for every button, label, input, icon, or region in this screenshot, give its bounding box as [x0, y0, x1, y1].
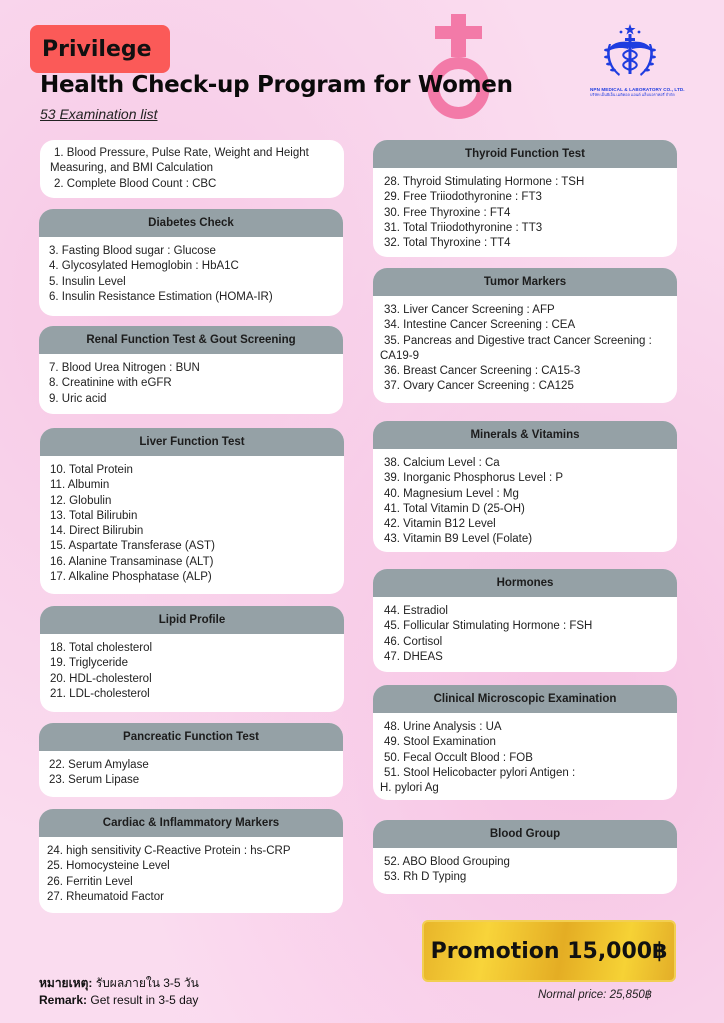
list-item: 39. Inorganic Phosphorus Level : P — [384, 472, 564, 485]
list-item: 23. Serum Lipase — [49, 774, 140, 787]
list-item: 45. Follicular Stimulating Hormone : FSH — [384, 620, 593, 633]
section-minerals — [373, 421, 677, 552]
list-item: CA19-9 — [380, 349, 419, 362]
list-item: 21. LDL-cholesterol — [50, 687, 150, 700]
remark-english-text: Get result in 3-5 day — [87, 993, 199, 1007]
section-lipid — [40, 606, 344, 712]
remark-thai-label: หมายเหตุ: — [39, 976, 93, 990]
section-pancreatic — [39, 723, 343, 797]
section-title: Clinical Microscopic Examination — [373, 685, 677, 713]
basic-exam-card — [40, 140, 344, 198]
list-item: 35. Pancreas and Digestive tract Cancer Screening : — [384, 334, 652, 347]
list-item: 41. Total Vitamin D (25-OH) — [384, 502, 525, 515]
list-item: 49. Stool Examination — [384, 736, 496, 749]
logo-company-name: NPN MEDICAL & LABORATORY CO., LTD. — [590, 87, 685, 92]
list-item: 18. Total cholesterol — [50, 642, 153, 654]
list-item: 12. Globulin — [50, 494, 112, 507]
list-item: 28. Thyroid Stimulating Hormone : TSH — [384, 176, 585, 188]
section-title: Pancreatic Function Test — [39, 723, 343, 751]
section-title: Tumor Markers — [373, 268, 677, 296]
list-item: 51. Stool Helicobacter pylori Antigen : — [384, 766, 576, 779]
privilege-badge — [30, 25, 170, 73]
list-item: 2. Complete Blood Count : CBC — [54, 177, 217, 190]
list-item: 24. high sensitivity C-Reactive Protein : hs-CRP — [47, 845, 291, 857]
list-item: 38. Calcium Level : Ca — [384, 457, 500, 469]
list-item: 30. Free Thyroxine : FT4 — [384, 206, 511, 219]
section-title: Lipid Profile — [40, 606, 344, 634]
privilege-label: Privilege — [42, 36, 152, 62]
list-item: 22. Serum Amylase — [49, 759, 149, 771]
section-title: Diabetes Check — [39, 209, 343, 237]
section-hormones — [373, 569, 677, 672]
list-item: 27. Rheumatoid Factor — [47, 890, 164, 903]
female-symbol-icon — [418, 12, 500, 120]
section-renal — [39, 326, 343, 414]
section-title: Renal Function Test & Gout Screening — [39, 326, 343, 354]
remark-english — [39, 992, 199, 1009]
section-liver — [40, 428, 344, 594]
section-blood-group — [373, 820, 677, 894]
section-title: Cardiac & Inflammatory Markers — [39, 809, 343, 837]
list-item: 40. Magnesium Level : Mg — [384, 487, 519, 500]
list-item: 53. Rh D Typing — [384, 871, 467, 884]
section-cardiac — [39, 809, 343, 913]
section-title: Blood Group — [373, 820, 677, 848]
list-item: 10. Total Protein — [50, 464, 133, 476]
list-item: 43. Vitamin B9 Level (Folate) — [384, 533, 533, 546]
list-item: 50. Fecal Occult Blood : FOB — [384, 751, 533, 764]
list-item: 52. ABO Blood Grouping — [384, 856, 510, 868]
list-item: H. pylori Ag — [380, 782, 439, 795]
list-item: 47. DHEAS — [384, 650, 443, 663]
list-item: 6. Insulin Resistance Estimation (HOMA-IR) — [49, 290, 273, 303]
remark — [39, 975, 199, 1009]
list-item: 20. HDL-cholesterol — [50, 672, 152, 685]
caduceus-logo-icon — [599, 22, 661, 82]
list-item: 36. Breast Cancer Screening : CA15-3 — [384, 365, 581, 378]
list-item: 17. Alkaline Phosphatase (ALP) — [50, 571, 212, 584]
list-item: 7. Blood Urea Nitrogen : BUN — [49, 362, 200, 374]
section-tumor — [373, 268, 677, 403]
remark-thai-text: รับผลภายใน 3-5 วัน — [92, 976, 199, 990]
company-logo — [590, 22, 685, 98]
list-item: 9. Uric acid — [49, 392, 107, 405]
remark-english-label: Remark: — [39, 993, 88, 1007]
section-title: Thyroid Function Test — [373, 140, 677, 168]
list-item: 46. Cortisol — [384, 635, 443, 648]
list-item: 33. Liver Cancer Screening : AFP — [384, 304, 555, 316]
logo-company-name-thai: บริษัท เอ็นพีเอ็น เมดิคอล แอนด์ แล็บบอราทอรี่ จำกัด — [590, 93, 675, 97]
remark-thai — [39, 975, 199, 992]
list-item: 11. Albumin — [50, 479, 110, 492]
list-item: 14. Direct Bilirubin — [50, 525, 144, 538]
list-item: 26. Ferritin Level — [47, 875, 133, 888]
section-diabetes — [39, 209, 343, 316]
promotion-price-badge: Promotion 15,000฿ — [422, 920, 676, 982]
section-title: Liver Function Test — [40, 428, 344, 456]
list-item: 5. Insulin Level — [49, 275, 126, 288]
list-item: 34. Intestine Cancer Screening : CEA — [384, 319, 576, 332]
exam-count-subtitle: 53 Examination list — [40, 106, 158, 122]
section-thyroid — [373, 140, 677, 257]
page-title: Health Check-up Program for Women — [40, 72, 513, 98]
normal-price: Normal price: 25,850฿ — [538, 989, 653, 1001]
list-item: 3. Fasting Blood sugar : Glucose — [49, 245, 216, 257]
list-item: 1. Blood Pressure, Pulse Rate, Weight and Height — [54, 147, 309, 159]
list-item: 16. Alanine Transaminase (ALT) — [50, 555, 214, 568]
section-clinical — [373, 685, 677, 800]
list-item: 8. Creatinine with eGFR — [49, 377, 172, 390]
list-item: 37. Ovary Cancer Screening : CA125 — [384, 380, 574, 393]
list-item: 15. Aspartate Transferase (AST) — [50, 540, 215, 553]
list-item: 13. Total Bilirubin — [50, 509, 138, 522]
list-item: 25. Homocysteine Level — [47, 860, 170, 873]
section-title: Hormones — [373, 569, 677, 597]
list-item: 48. Urine Analysis : UA — [384, 721, 502, 733]
list-item: Measuring, and BMI Calculation — [50, 162, 213, 175]
list-item: 42. Vitamin B12 Level — [384, 518, 496, 531]
list-item: 4. Glycosylated Hemoglobin : HbA1C — [49, 260, 239, 273]
list-item: 32. Total Thyroxine : TT4 — [384, 237, 511, 250]
list-item: 31. Total Triiodothyronine : TT3 — [384, 221, 543, 234]
list-item: 19. Triglyceride — [50, 657, 128, 670]
list-item: 44. Estradiol — [384, 605, 448, 617]
list-item: 29. Free Triiodothyronine : FT3 — [384, 191, 542, 204]
section-title: Minerals & Vitamins — [373, 421, 677, 449]
